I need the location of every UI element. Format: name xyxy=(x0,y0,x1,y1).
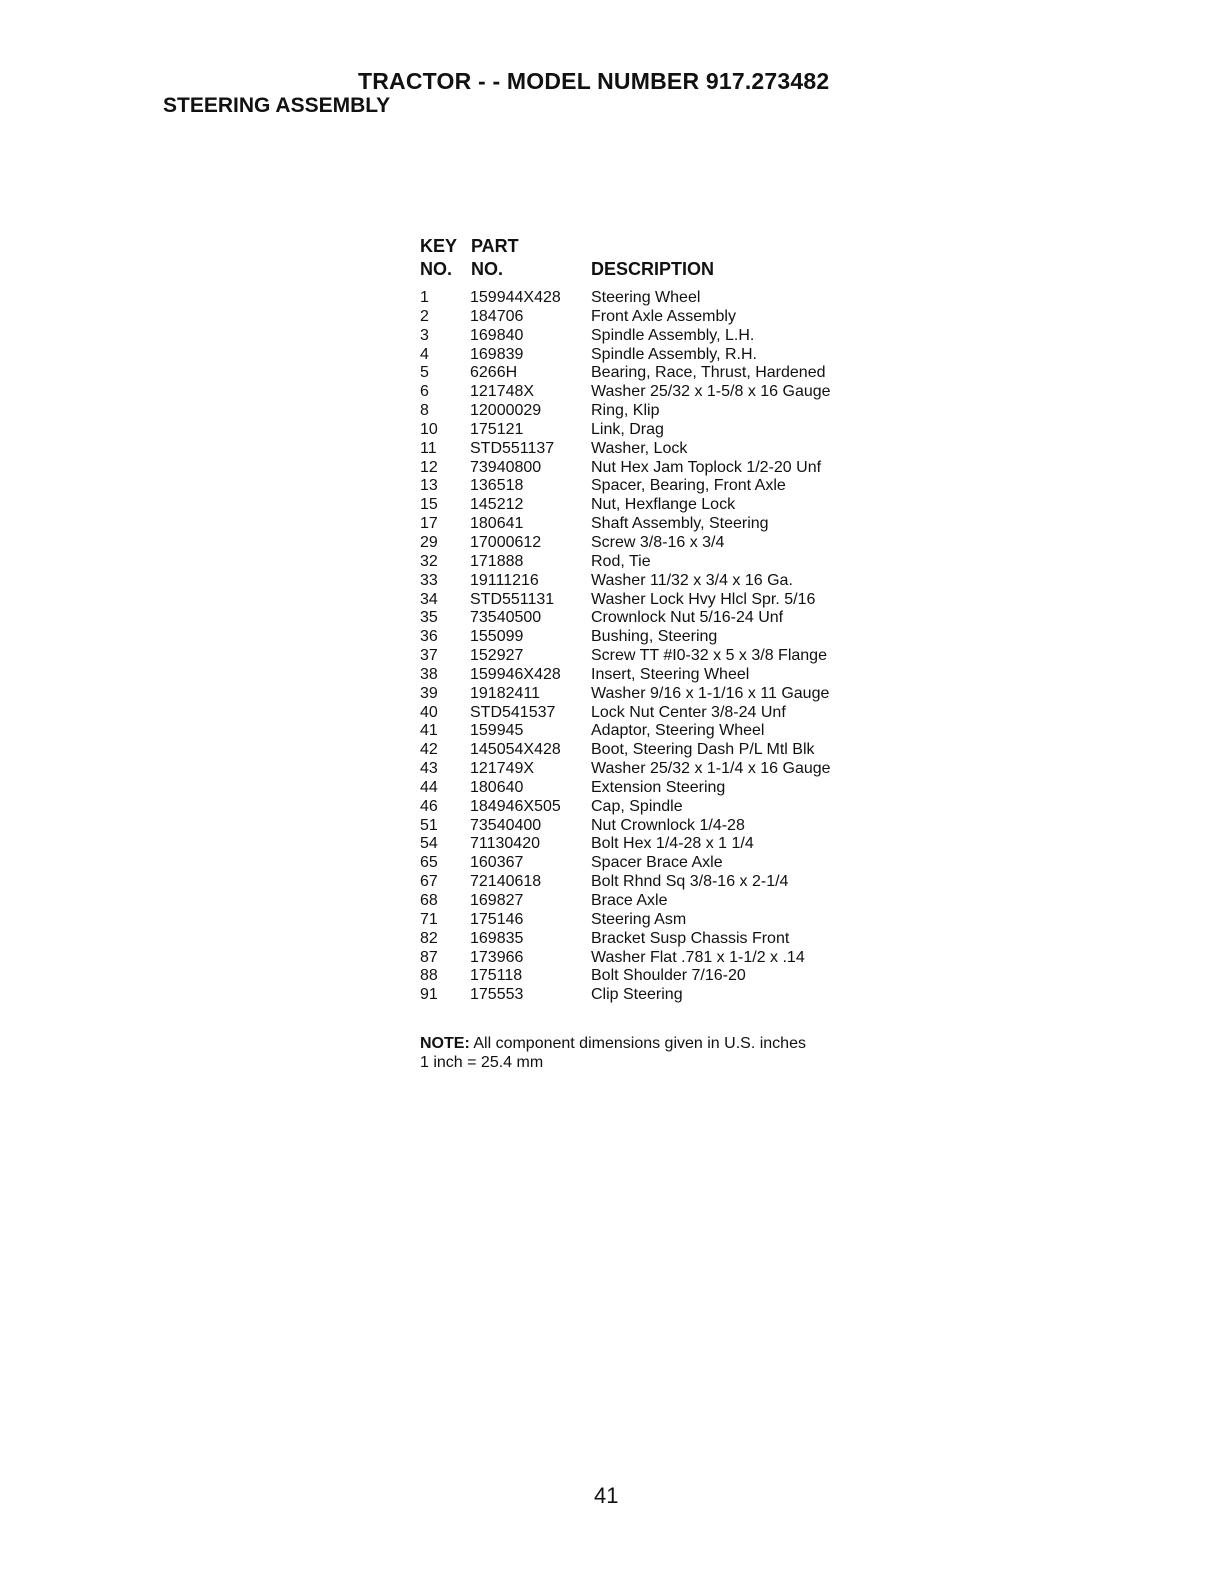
part-description: Spacer Brace Axle xyxy=(591,854,723,872)
table-row xyxy=(420,817,881,836)
key-no: 5 xyxy=(420,364,429,382)
part-no: STD551131 xyxy=(470,590,555,608)
note-conversion: 1 inch = 25.4 mm xyxy=(420,1054,544,1071)
note-label: NOTE: xyxy=(420,1035,470,1052)
part-description: Bolt Hex 1/4-28 x 1 1/4 xyxy=(591,835,754,853)
key-no: 32 xyxy=(420,552,438,570)
part-description: Bolt Shoulder 7/16-20 xyxy=(591,967,746,985)
part-no: 121748X xyxy=(470,383,535,401)
page-number: 41 xyxy=(594,1483,619,1508)
part-description: Ring, Klip xyxy=(591,402,660,420)
table-row xyxy=(420,289,881,308)
part-description: Brace Axle xyxy=(591,892,668,909)
table-row xyxy=(420,496,881,515)
part-no: 152927 xyxy=(470,647,524,665)
part-description: Spindle Assembly, L.H. xyxy=(591,326,755,344)
key-no: 91 xyxy=(420,986,438,1004)
key-no: 54 xyxy=(420,835,438,853)
part-description: Cap, Spindle xyxy=(591,797,683,815)
table-row xyxy=(420,421,881,440)
table-row xyxy=(420,609,881,628)
part-description: Washer 9/16 x 1-1/16 x 11 Gauge xyxy=(591,684,830,702)
part-no: 169840 xyxy=(470,326,524,344)
key-no: 4 xyxy=(420,345,429,363)
part-description: Extension Steering xyxy=(591,778,726,796)
key-no: 87 xyxy=(420,948,438,966)
key-no: 36 xyxy=(420,628,438,646)
key-no: 51 xyxy=(420,816,438,834)
key-no: 3 xyxy=(420,326,429,344)
part-description: Washer 11/32 x 3/4 x 16 Ga. xyxy=(591,571,793,589)
header-key-bottom: NO. xyxy=(420,259,453,279)
part-no: 159944X428 xyxy=(470,289,561,306)
part-description: Spindle Assembly, R.H. xyxy=(591,345,757,363)
table-row xyxy=(420,459,881,478)
table-row xyxy=(420,892,881,911)
part-no: 169839 xyxy=(470,345,524,363)
table-row xyxy=(420,741,881,760)
part-description: Lock Nut Center 3/8-24 Unf xyxy=(591,703,786,721)
part-no: 12000029 xyxy=(470,402,542,420)
key-no: 68 xyxy=(420,892,438,909)
part-no: 171888 xyxy=(470,552,524,570)
part-description: Crownlock Nut 5/16-24 Unf xyxy=(591,609,784,627)
table-row xyxy=(420,911,881,930)
part-description: Nut Hex Jam Toplock 1/2-20 Unf xyxy=(591,458,822,476)
part-no: 184946X505 xyxy=(470,797,561,815)
part-description: Shaft Assembly, Steering xyxy=(591,515,769,533)
part-description: Screw TT #I0-32 x 5 x 3/8 Flange xyxy=(591,647,827,665)
part-description: Bearing, Race, Thrust, Hardened xyxy=(591,364,826,382)
part-description: Steering Wheel xyxy=(591,289,701,306)
table-row xyxy=(420,704,881,723)
part-no: 184706 xyxy=(470,307,524,325)
table-row xyxy=(420,930,881,949)
key-no: 39 xyxy=(420,684,438,702)
key-no: 17 xyxy=(420,515,438,533)
table-row xyxy=(420,986,881,1005)
key-no: 38 xyxy=(420,665,438,683)
table-row xyxy=(420,440,881,459)
key-no: 6 xyxy=(420,383,429,401)
key-no: 12 xyxy=(420,458,438,476)
part-no: 169827 xyxy=(470,892,524,909)
table-row xyxy=(420,308,881,327)
key-no: 29 xyxy=(420,533,438,551)
table-row xyxy=(420,835,881,854)
table-row xyxy=(420,534,881,553)
key-no: 15 xyxy=(420,496,438,514)
key-no: 46 xyxy=(420,797,438,815)
key-no: 82 xyxy=(420,929,438,947)
table-row xyxy=(420,967,881,986)
part-no: 160367 xyxy=(470,854,524,872)
part-no: 136518 xyxy=(470,477,524,495)
key-no: 10 xyxy=(420,420,438,438)
part-no: 73540400 xyxy=(470,816,542,834)
part-description: Steering Asm xyxy=(591,910,687,928)
part-description: Washer 25/32 x 1-1/4 x 16 Gauge xyxy=(591,760,831,778)
part-no: 71130420 xyxy=(470,835,540,853)
section-title: STEERING ASSEMBLY xyxy=(163,94,391,117)
table-row xyxy=(420,383,881,402)
header-key-top: KEY xyxy=(420,236,458,256)
part-description: Rod, Tie xyxy=(591,552,651,570)
note-line xyxy=(420,1034,806,1053)
key-no: 41 xyxy=(420,722,438,740)
part-description: Spacer, Bearing, Front Axle xyxy=(591,477,786,495)
key-no: 37 xyxy=(420,647,438,665)
table-row xyxy=(420,798,881,817)
part-description: Screw 3/8-16 x 3/4 xyxy=(591,533,725,551)
part-no: 173966 xyxy=(470,948,524,966)
table-row xyxy=(420,722,881,741)
table-row xyxy=(420,346,881,365)
part-no: STD551137 xyxy=(470,439,555,457)
part-description: Link, Drag xyxy=(591,420,664,438)
table-row xyxy=(420,873,881,892)
key-no: 8 xyxy=(420,402,429,420)
part-no: 17000612 xyxy=(470,533,542,551)
table-row xyxy=(420,854,881,873)
note xyxy=(420,1034,806,1072)
table-row xyxy=(420,666,881,685)
part-no: 121749X xyxy=(470,760,535,778)
table-row xyxy=(420,364,881,383)
header-part-top: PART xyxy=(471,236,519,256)
part-no: 159946X428 xyxy=(470,665,561,683)
key-no: 11 xyxy=(420,439,437,457)
key-no: 44 xyxy=(420,778,438,796)
part-no: 180641 xyxy=(470,515,524,533)
part-description: Washer Lock Hvy Hlcl Spr. 5/16 xyxy=(591,590,816,608)
header-description: DESCRIPTION xyxy=(591,259,715,279)
table-row xyxy=(420,477,881,496)
table-row xyxy=(420,779,881,798)
part-no: 145212 xyxy=(470,496,524,514)
key-no: 13 xyxy=(420,477,438,495)
part-no: 175553 xyxy=(470,986,524,1004)
key-no: 65 xyxy=(420,854,438,872)
part-no: 175121 xyxy=(470,420,524,438)
part-no: 155099 xyxy=(470,628,524,646)
key-no: 67 xyxy=(420,873,438,891)
part-description: Washer Flat .781 x 1-1/2 x .14 xyxy=(591,948,805,966)
part-no: 180640 xyxy=(470,778,524,796)
table-row xyxy=(420,685,881,704)
part-description: Front Axle Assembly xyxy=(591,307,736,325)
part-description: Clip Steering xyxy=(591,986,683,1004)
key-no: 43 xyxy=(420,760,438,778)
table-row xyxy=(420,553,881,572)
part-description: Adaptor, Steering Wheel xyxy=(591,722,765,740)
part-description: Nut, Hexflange Lock xyxy=(591,496,736,514)
key-no: 40 xyxy=(420,703,438,721)
table-row xyxy=(420,628,881,647)
key-no: 34 xyxy=(420,590,438,608)
part-description: Nut Crownlock 1/4-28 xyxy=(591,816,745,834)
part-no: 6266H xyxy=(470,364,518,382)
part-description: Washer 25/32 x 1-5/8 x 16 Gauge xyxy=(591,383,831,401)
table-row xyxy=(420,591,881,610)
key-no: 33 xyxy=(420,571,438,589)
table-row xyxy=(420,760,881,779)
part-no: 145054X428 xyxy=(470,741,561,759)
part-no: 73540500 xyxy=(470,609,542,627)
key-no: 88 xyxy=(420,967,438,985)
part-no: 19111216 xyxy=(470,571,539,589)
part-no: 159945 xyxy=(470,722,524,740)
note-text: All component dimensions given in U.S. inches xyxy=(469,1035,806,1052)
part-no: 175146 xyxy=(470,910,524,928)
part-no: 73940800 xyxy=(470,458,542,476)
part-description: Boot, Steering Dash P/L Mtl Blk xyxy=(591,741,815,759)
key-no: 35 xyxy=(420,609,438,627)
table-row xyxy=(420,572,881,591)
part-description: Insert, Steering Wheel xyxy=(591,665,750,683)
page-title: TRACTOR - - MODEL NUMBER 917.273482 xyxy=(358,68,830,94)
table-row xyxy=(420,949,881,968)
key-no: 1 xyxy=(420,289,429,306)
header-part-bottom: NO. xyxy=(471,259,504,279)
part-no: 175118 xyxy=(470,967,523,985)
part-no: STD541537 xyxy=(470,703,556,721)
parts-list xyxy=(420,289,881,1005)
part-description: Bracket Susp Chassis Front xyxy=(591,929,790,947)
part-description: Washer, Lock xyxy=(591,439,688,457)
table-row xyxy=(420,647,881,666)
key-no: 71 xyxy=(420,910,438,928)
key-no: 2 xyxy=(420,307,429,325)
key-no: 42 xyxy=(420,741,438,759)
part-no: 19182411 xyxy=(470,684,540,702)
table-row xyxy=(420,327,881,346)
part-no: 169835 xyxy=(470,929,524,947)
part-description: Bushing, Steering xyxy=(591,628,718,646)
table-row xyxy=(420,515,881,534)
table-row xyxy=(420,402,881,421)
part-description: Bolt Rhnd Sq 3/8-16 x 2-1/4 xyxy=(591,873,789,891)
part-no: 72140618 xyxy=(470,873,542,891)
